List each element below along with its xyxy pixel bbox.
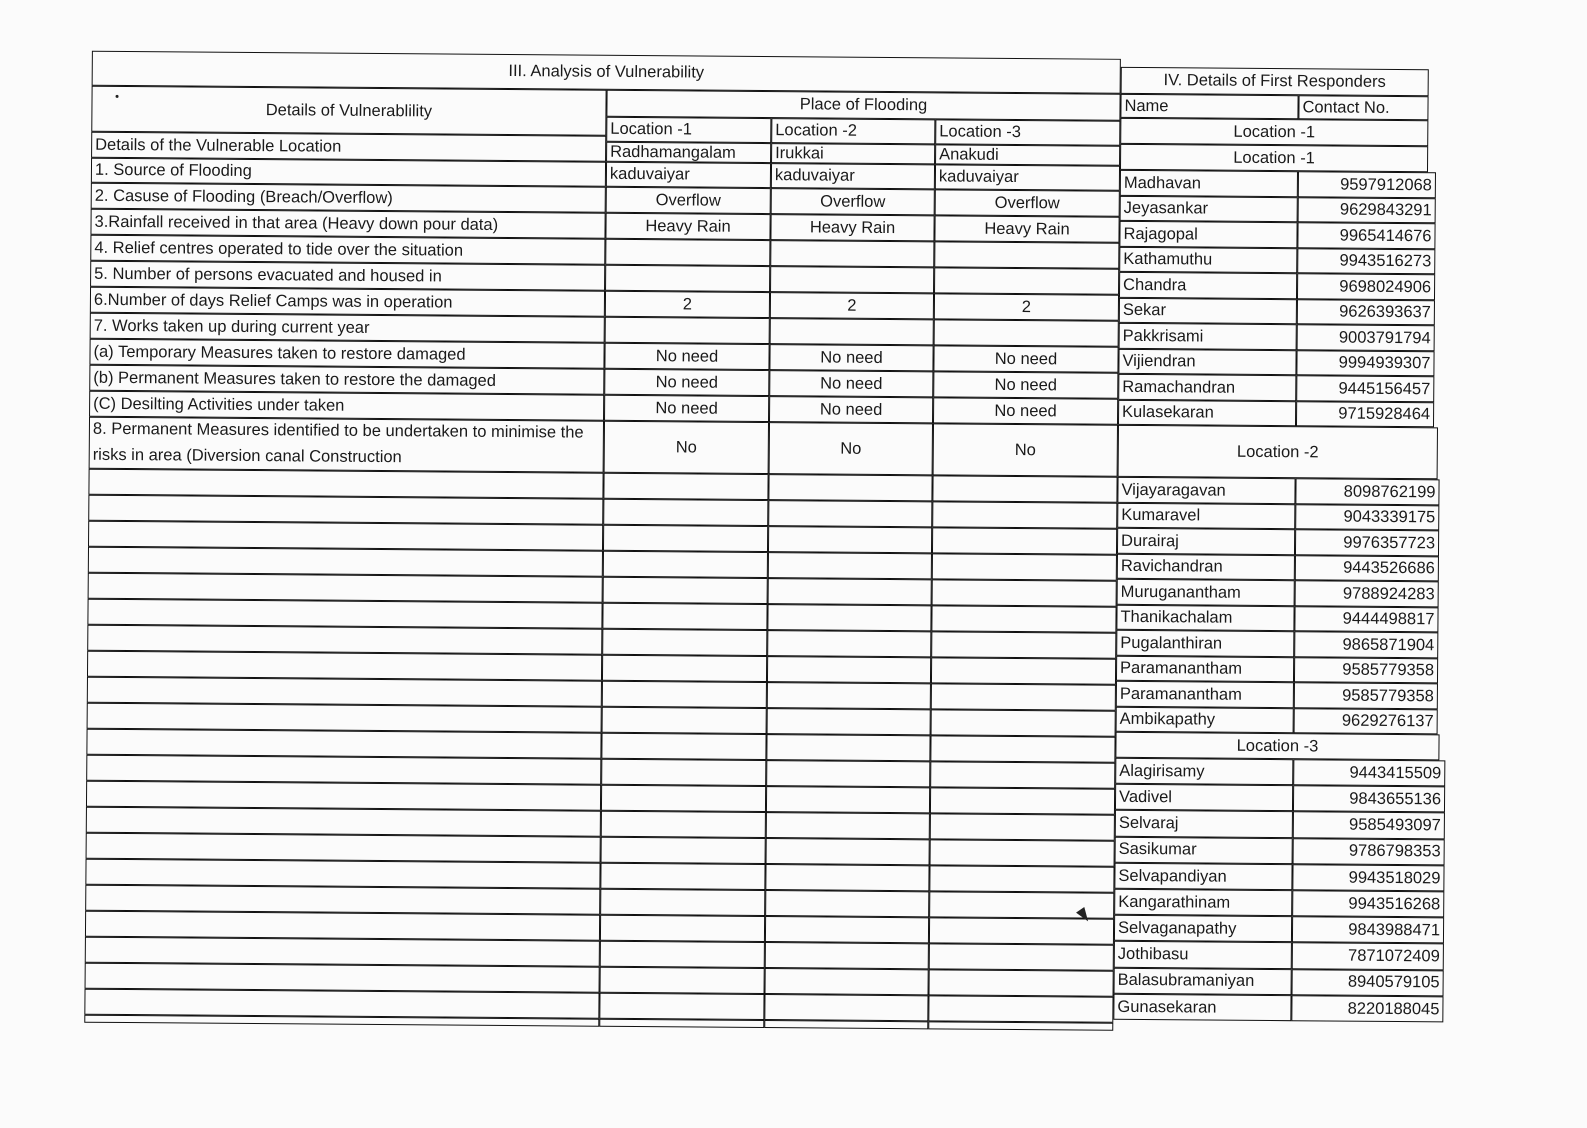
responder-name: Paramanantham [1116,681,1294,708]
vulnerability-row-label: 2. Casuse of Flooding (Breach/Overflow) [91,183,606,213]
vulnerability-row-value: No need [933,397,1118,424]
vulnerability-row-value: Heavy Rain [934,215,1119,242]
vulnerability-row-label: (b) Permanent Measures taken to restore the damaged [89,365,604,395]
empty-row-value [765,942,929,969]
empty-row-value [767,604,931,631]
empty-row-value [600,941,765,968]
empty-row-value [602,603,767,630]
responder-contact: 9976357723 [1295,529,1439,556]
vulnerability-row-value [770,240,934,267]
responder-name: Kangarathinam [1114,889,1292,917]
responder-contact: 9843655136 [1293,785,1445,812]
responder-contact: 9715928464 [1296,401,1434,428]
responder-name: Selvaganapathy [1114,915,1292,943]
empty-row-value [932,553,1117,580]
responder-name: Muruganantham [1117,579,1295,606]
empty-row-label [87,703,602,733]
responder-name: Thanikachalam [1116,604,1294,631]
responder-name: Kulasekaran [1118,399,1296,426]
place-of-flooding-header: Place of Flooding [606,90,1120,121]
empty-row-value [928,995,1113,1022]
vulnerability-row-value [605,317,770,344]
responder-contact: 9865871904 [1294,631,1438,658]
responder-contact: 7871072409 [1292,943,1444,970]
vulnerability-row-label: Details of the Vulnerable Location [91,132,606,162]
empty-row-value [768,500,932,527]
empty-row-value [930,761,1115,788]
vulnerability-row-label: (C) Desilting Activities under taken [89,391,604,421]
empty-row-value [603,551,768,578]
empty-row-label [85,859,600,889]
empty-row-label [86,755,601,785]
responder-name: Selvapandiyan [1114,863,1292,891]
empty-row-value [603,499,768,526]
responder-name: Alagirisamy [1115,758,1293,786]
responder-name: Chandra [1119,272,1297,299]
vulnerability-row-label: 3.Rainfall received in that area (Heavy down pour data) [90,209,605,239]
vulnerability-row-value: 2 [770,292,934,319]
vulnerability-row-value [605,239,770,266]
vulnerability-row-value: Overflow [606,187,771,214]
empty-row-value [767,630,931,657]
empty-row-value [929,969,1114,996]
empty-row-label [88,573,603,603]
empty-row-label [86,833,601,863]
empty-row-value [929,943,1114,970]
name-header: Name [1120,94,1298,119]
location-header: Location -1 [606,117,771,143]
empty-row-value [932,501,1117,528]
empty-row-value [601,837,766,864]
responder-contact: 9629276137 [1294,708,1438,735]
vulnerability-row-value [934,319,1119,346]
empty-row-value [765,916,929,943]
responder-name: Gunasekaran [1113,994,1291,1022]
responder-name: Kathamuthu [1119,246,1297,273]
responder-contact: 9043339175 [1295,504,1439,531]
section-3-title: III. Analysis of Vulnerability [92,51,1121,94]
empty-row-label [84,989,599,1019]
empty-row-value [600,967,765,994]
empty-row-label [87,677,602,707]
empty-row-value [602,681,767,708]
vulnerability-row-value: Radhamangalam [606,142,771,163]
empty-row-label [87,651,602,681]
vulnerability-row-value: No need [769,344,933,371]
empty-row-value [931,631,1116,658]
responder-contact: 9943516273 [1297,248,1435,275]
responder-name: Ambikapathy [1116,706,1294,733]
responder-name: Rajagopal [1119,221,1297,248]
vulnerability-row-value: 2 [605,291,770,318]
empty-row-value [768,526,932,553]
empty-row-value [602,707,767,734]
group-label: Location -3 [1115,732,1439,761]
responder-contact: 9585779358 [1294,657,1438,684]
responder-name: Vijiendran [1118,348,1296,375]
vulnerability-row-label: 6.Number of days Relief Camps was in operation [90,287,605,317]
details-header: Details of Vulnerablility [91,86,606,136]
responder-contact: 9443415509 [1293,759,1445,786]
empty-row-label [87,599,602,629]
empty-row-value [601,785,766,812]
empty-row-value [600,863,765,890]
vulnerability-row-value: Overflow [935,189,1120,216]
responder-contact: 9444498817 [1294,606,1438,633]
empty-row-label [85,911,600,941]
empty-row-value [601,759,766,786]
empty-row-value [931,657,1116,684]
empty-row-value [601,733,766,760]
empty-row-value [931,605,1116,632]
vulnerability-row-value [770,266,934,293]
vulnerability-row-value: No need [933,371,1118,398]
vulnerability-row-value: Irukkai [771,143,935,164]
responder-name: Sekar [1119,297,1297,324]
vulnerability-row-value: No [604,421,769,474]
responder-name: Pakkrisami [1119,323,1297,350]
empty-row-value [601,811,766,838]
vulnerability-row-value: No need [769,396,933,423]
group-label: Location -2 [1118,425,1438,480]
empty-row-value [930,839,1115,866]
empty-row-value [768,552,932,579]
empty-row-value [767,708,931,735]
responder-name: Paramanantham [1116,655,1294,682]
empty-row-label [87,625,602,655]
vulnerability-row-value: No need [604,369,769,396]
vulnerability-row-value [934,267,1119,294]
empty-row-label [86,781,601,811]
vulnerability-row-label: (a) Temporary Measures taken to restore damaged [89,339,604,369]
empty-row-value [764,994,928,1021]
empty-row-value [765,864,929,891]
empty-row-value [765,968,929,995]
responder-contact: 8940579105 [1292,969,1444,996]
responder-name: Kumaravel [1117,502,1295,529]
vulnerability-row-label: 1. Source of Flooding [91,158,606,187]
vulnerability-row-value [770,318,934,345]
responder-contact: 9843988471 [1292,916,1444,943]
empty-row-label [88,469,603,499]
vulnerability-row-value: Heavy Rain [605,213,770,240]
empty-row-value [766,838,930,865]
empty-row-value [766,812,930,839]
responder-name: Sasikumar [1115,836,1293,864]
responder-name: Durairaj [1117,528,1295,555]
empty-row-label [88,521,603,551]
empty-row-label [86,729,601,759]
responder-name: Selvaraj [1115,810,1293,838]
contact-header: Contact No. [1298,95,1428,120]
vulnerability-row-value: No [769,422,933,475]
empty-row-value [930,787,1115,814]
empty-row-value [600,915,765,942]
vulnerability-row-value [605,265,770,292]
responder-name: Pugalanthiran [1116,630,1294,657]
vulnerability-row-value: No need [769,370,933,397]
responder-contact: 9994939307 [1296,350,1434,377]
empty-row-value [766,734,930,761]
empty-row-value [764,1020,928,1029]
empty-row-label [85,963,600,993]
empty-row-value [602,655,767,682]
responder-contact: 9003791794 [1297,324,1435,351]
empty-row-label [85,885,600,915]
vulnerability-row-label: 5. Number of persons evacuated and housed in [90,261,605,291]
responder-contact: 9698024906 [1297,273,1435,300]
empty-row-value [931,709,1116,736]
vulnerability-row-value: 2 [934,293,1119,320]
empty-row-value [768,474,932,501]
responder-contact: 9965414676 [1297,222,1435,249]
empty-row-value [932,579,1117,606]
stray-dot [116,95,119,98]
responder-contact: 9786798353 [1293,838,1445,865]
empty-row-value [930,813,1115,840]
vulnerability-row-value: No need [933,345,1118,372]
responder-contact: 9626393637 [1297,299,1435,326]
vulnerability-row-value: No [933,423,1118,476]
vulnerability-row-value: kaduvaiyar [935,164,1120,190]
responder-contact: 9629843291 [1298,197,1436,224]
vulnerability-row-label: 8. Permanent Measures identified to be undertaken to minimise the risks in area (Diversion canal Construction [89,417,604,473]
empty-row-value [768,578,932,605]
responder-name: Vijayaragavan [1117,477,1295,504]
vulnerability-row-value: Overflow [771,188,935,215]
responder-contact: 8220188045 [1291,995,1443,1022]
empty-row-value [603,577,768,604]
empty-row-label [88,495,603,525]
responder-contact: 9597912068 [1298,171,1436,198]
empty-row-value [603,525,768,552]
empty-row-value [932,475,1117,502]
location-header: Location -3 [935,119,1120,145]
empty-row-label [86,807,601,837]
empty-row-label [85,937,600,967]
group-sublabel: Location -1 [1120,144,1428,172]
location-header: Location -2 [771,118,935,144]
responder-name: Balasubramaniyan [1114,967,1292,995]
vulnerability-row-value: No need [604,395,769,422]
empty-row-value [766,760,930,787]
responder-contact: 9943518029 [1292,864,1444,891]
vulnerability-row-value: Anakudi [935,144,1120,165]
responder-contact: 9443526686 [1295,555,1439,582]
vulnerability-row-label: 7. Works taken up during current year [90,313,605,343]
vulnerability-row-label: 4. Relief centres operated to tide over the situation [90,235,605,265]
empty-row-value [603,473,768,500]
responder-contact: 9943516268 [1292,890,1444,917]
empty-row-value [928,1021,1113,1030]
empty-row-value [599,993,764,1020]
empty-row-value [930,735,1115,762]
empty-row-value [929,865,1114,892]
empty-row-value [767,656,931,683]
responder-contact: 9585779358 [1294,682,1438,709]
responder-contact: 9788924283 [1295,580,1439,607]
responder-name: Jothibasu [1114,941,1292,969]
empty-row-value [932,527,1117,554]
empty-row-value [767,682,931,709]
empty-row-value [765,890,929,917]
group-label: Location -1 [1120,118,1428,146]
responder-name: Ravichandran [1117,553,1295,580]
empty-row-value [602,629,767,656]
vulnerability-row-value: Heavy Rain [770,214,934,241]
vulnerability-row-value: No need [604,343,769,370]
responder-contact: 9445156457 [1296,375,1434,402]
section-4-title: IV. Details of First Responders [1121,67,1429,96]
vulnerability-row-value [934,241,1119,268]
vulnerability-row-value: kaduvaiyar [771,163,935,189]
responder-contact: 9585493097 [1293,812,1445,839]
empty-row-value [600,889,765,916]
responder-contact: 8098762199 [1295,478,1439,505]
vulnerability-row-value: kaduvaiyar [606,162,771,188]
empty-row-value [599,1019,764,1028]
empty-row-value [931,683,1116,710]
responder-name: Madhavan [1120,170,1298,197]
empty-row-value [766,786,930,813]
responder-name: Vadivel [1115,784,1293,812]
responder-name: Jeyasankar [1120,195,1298,222]
responder-name: Ramachandran [1118,374,1296,401]
empty-row-label [88,547,603,577]
